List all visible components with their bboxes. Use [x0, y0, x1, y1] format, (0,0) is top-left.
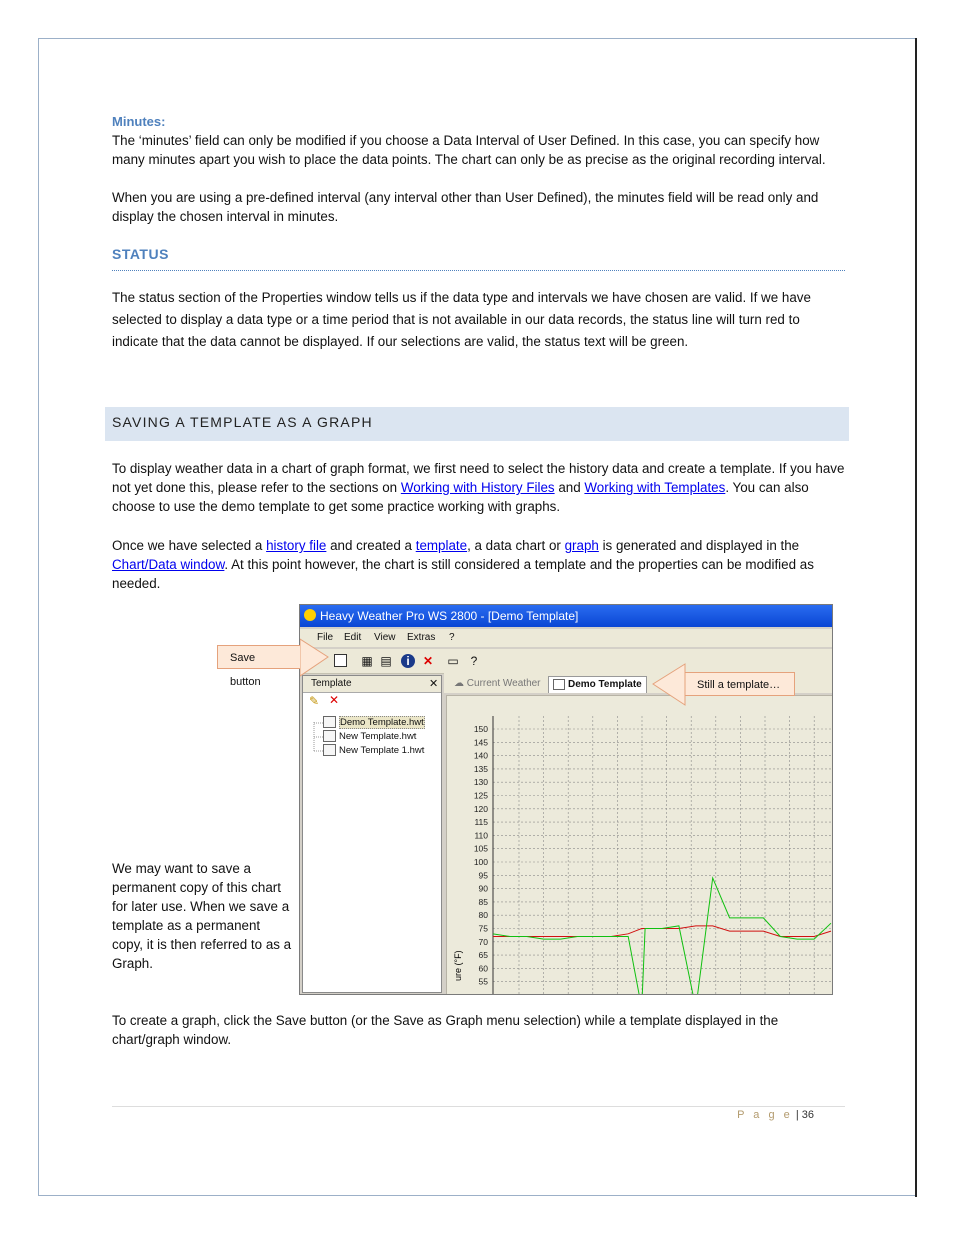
y-tick-label: 125: [473, 790, 488, 801]
app-toolbar: [300, 649, 832, 674]
y-tick-label: 140: [473, 750, 488, 761]
close-icon[interactable]: ✕: [422, 654, 434, 668]
template-callout-arrow: [652, 662, 686, 708]
link-chart-data-window[interactable]: Chart/Data window: [112, 557, 225, 572]
link-history-files[interactable]: Working with History Files: [400, 480, 555, 495]
print-icon[interactable]: ▭: [447, 654, 459, 668]
delete-template-icon[interactable]: ✕: [329, 693, 340, 707]
save-callout-arrow: [300, 636, 330, 680]
chart-tab-icon: [553, 679, 565, 690]
section-heading: SAVING A TEMPLATE AS A GRAPH: [112, 414, 373, 430]
plot-background: [493, 716, 833, 994]
y-tick-label: 95: [478, 870, 488, 881]
template-pane-title: Template: [311, 678, 352, 689]
properties-icon[interactable]: ▦: [361, 654, 373, 668]
y-tick-label: 55: [478, 976, 488, 987]
page-footer: P a g e | 36: [737, 1109, 814, 1121]
y-tick-label: 110: [474, 830, 488, 841]
app-titlebar: [300, 605, 832, 627]
app-sun-icon: [304, 609, 316, 621]
y-tick-label: 145: [473, 737, 488, 748]
pane-close-icon[interactable]: ✕: [429, 678, 439, 690]
saving-para-1: To display weather data in a chart of graph format, we first need to select the history data and create a template. If you have not yet done this, please refer to the sections on Working with History Files and Working with Templates. You can also choose to use the demo template to get some practice working with graphs.: [112, 461, 845, 514]
template-callout: Still a template…: [684, 672, 795, 696]
help-icon[interactable]: ?: [470, 654, 478, 668]
minutes-para-1: The ‘minutes’ field can only be modified if you choose a Data Interval of User Defined. In this case, you can specify how many minutes apart you wish to place the data points. The chart can only be as precise as the original recording interval.: [112, 133, 826, 167]
y-tick-label: 135: [473, 763, 488, 774]
menu-view[interactable]: View: [374, 632, 396, 643]
app-title: Heavy Weather Pro WS 2800 - [Demo Template]: [320, 609, 579, 623]
tab-demo-template[interactable]: Demo Template: [548, 676, 647, 693]
page-border-shadow: [915, 38, 917, 1197]
tree-lines: [313, 722, 325, 758]
menu-file[interactable]: File: [317, 632, 334, 643]
menu-help[interactable]: ?: [449, 632, 455, 643]
footer-divider: [112, 1106, 845, 1107]
save-button-callout: Save button: [217, 645, 301, 669]
link-history-file[interactable]: history file: [266, 538, 327, 553]
y-axis-label: ure (°F): [453, 950, 463, 981]
link-template[interactable]: template: [415, 538, 468, 553]
page-number: 36: [801, 1109, 814, 1121]
tree-item[interactable]: Demo Template.hwt: [323, 716, 425, 729]
link-graph[interactable]: graph: [564, 538, 599, 553]
y-tick-label: 70: [478, 936, 488, 947]
info-icon[interactable]: i: [401, 654, 415, 668]
menu-edit[interactable]: Edit: [344, 632, 362, 643]
y-tick-label: 85: [478, 896, 488, 907]
chart-area: [446, 695, 833, 995]
tab-current-weather[interactable]: ☁ Current Weather: [454, 678, 541, 689]
y-tick-label: 80: [478, 910, 488, 921]
y-tick-label: 105: [473, 843, 488, 854]
status-divider: [112, 270, 845, 271]
status-para: The status section of the Properties window tells us if the data type and intervals we have chosen are valid. If we have selected to display a data type or a time period that is not available in our data records, the status line will turn red to indicate that the data cannot be displayed. If our selections are valid, the status text will be green.: [112, 290, 811, 349]
temperature-chart: [447, 696, 833, 994]
save-icon[interactable]: [334, 654, 347, 667]
y-tick-label: 115: [474, 817, 488, 828]
status-heading: STATUS: [112, 246, 169, 262]
side-paragraph: We may want to save a permanent copy of this chart for later use. When we save a template as a permanent copy, it is then referred to as a Graph.: [112, 861, 292, 971]
tree-item[interactable]: New Template 1.hwt: [323, 744, 424, 757]
y-tick-label: 120: [473, 803, 488, 814]
template-pane: [302, 675, 442, 993]
app-menubar: [300, 629, 832, 647]
y-tick-label: 60: [478, 963, 488, 974]
y-tick-label: 90: [478, 883, 488, 894]
tree-item[interactable]: New Template.hwt: [323, 730, 416, 743]
new-template-icon[interactable]: ✎: [309, 694, 320, 708]
y-tick-label: 100: [473, 857, 488, 867]
minutes-para-2: When you are using a pre-defined interval (any interval other than User Defined), the minutes field will be read only and display the chosen interval in minutes.: [112, 190, 819, 224]
app-screenshot: [299, 604, 833, 995]
y-tick-label: 75: [478, 923, 488, 934]
y-tick-label: 130: [473, 777, 488, 788]
minutes-heading: Minutes:: [112, 114, 166, 129]
y-tick-label: 150: [473, 724, 488, 734]
link-templates[interactable]: Working with Templates: [584, 480, 726, 495]
saving-para-3: To create a graph, click the Save button (or the Save as Graph menu selection) while a template displayed in the chart/graph window.: [112, 1013, 779, 1047]
data-icon[interactable]: ▤: [380, 654, 392, 668]
template-pane-tools: [303, 693, 441, 709]
saving-para-2: Once we have selected a history file and created a template, a data chart or graph is generated and displayed in the Chart/Data window. At this point however, the chart is still considered a template and the properties can be modified as needed.: [112, 538, 814, 591]
section-band: [105, 407, 849, 441]
y-tick-label: 65: [478, 950, 488, 961]
menu-extras[interactable]: Extras: [407, 632, 436, 643]
